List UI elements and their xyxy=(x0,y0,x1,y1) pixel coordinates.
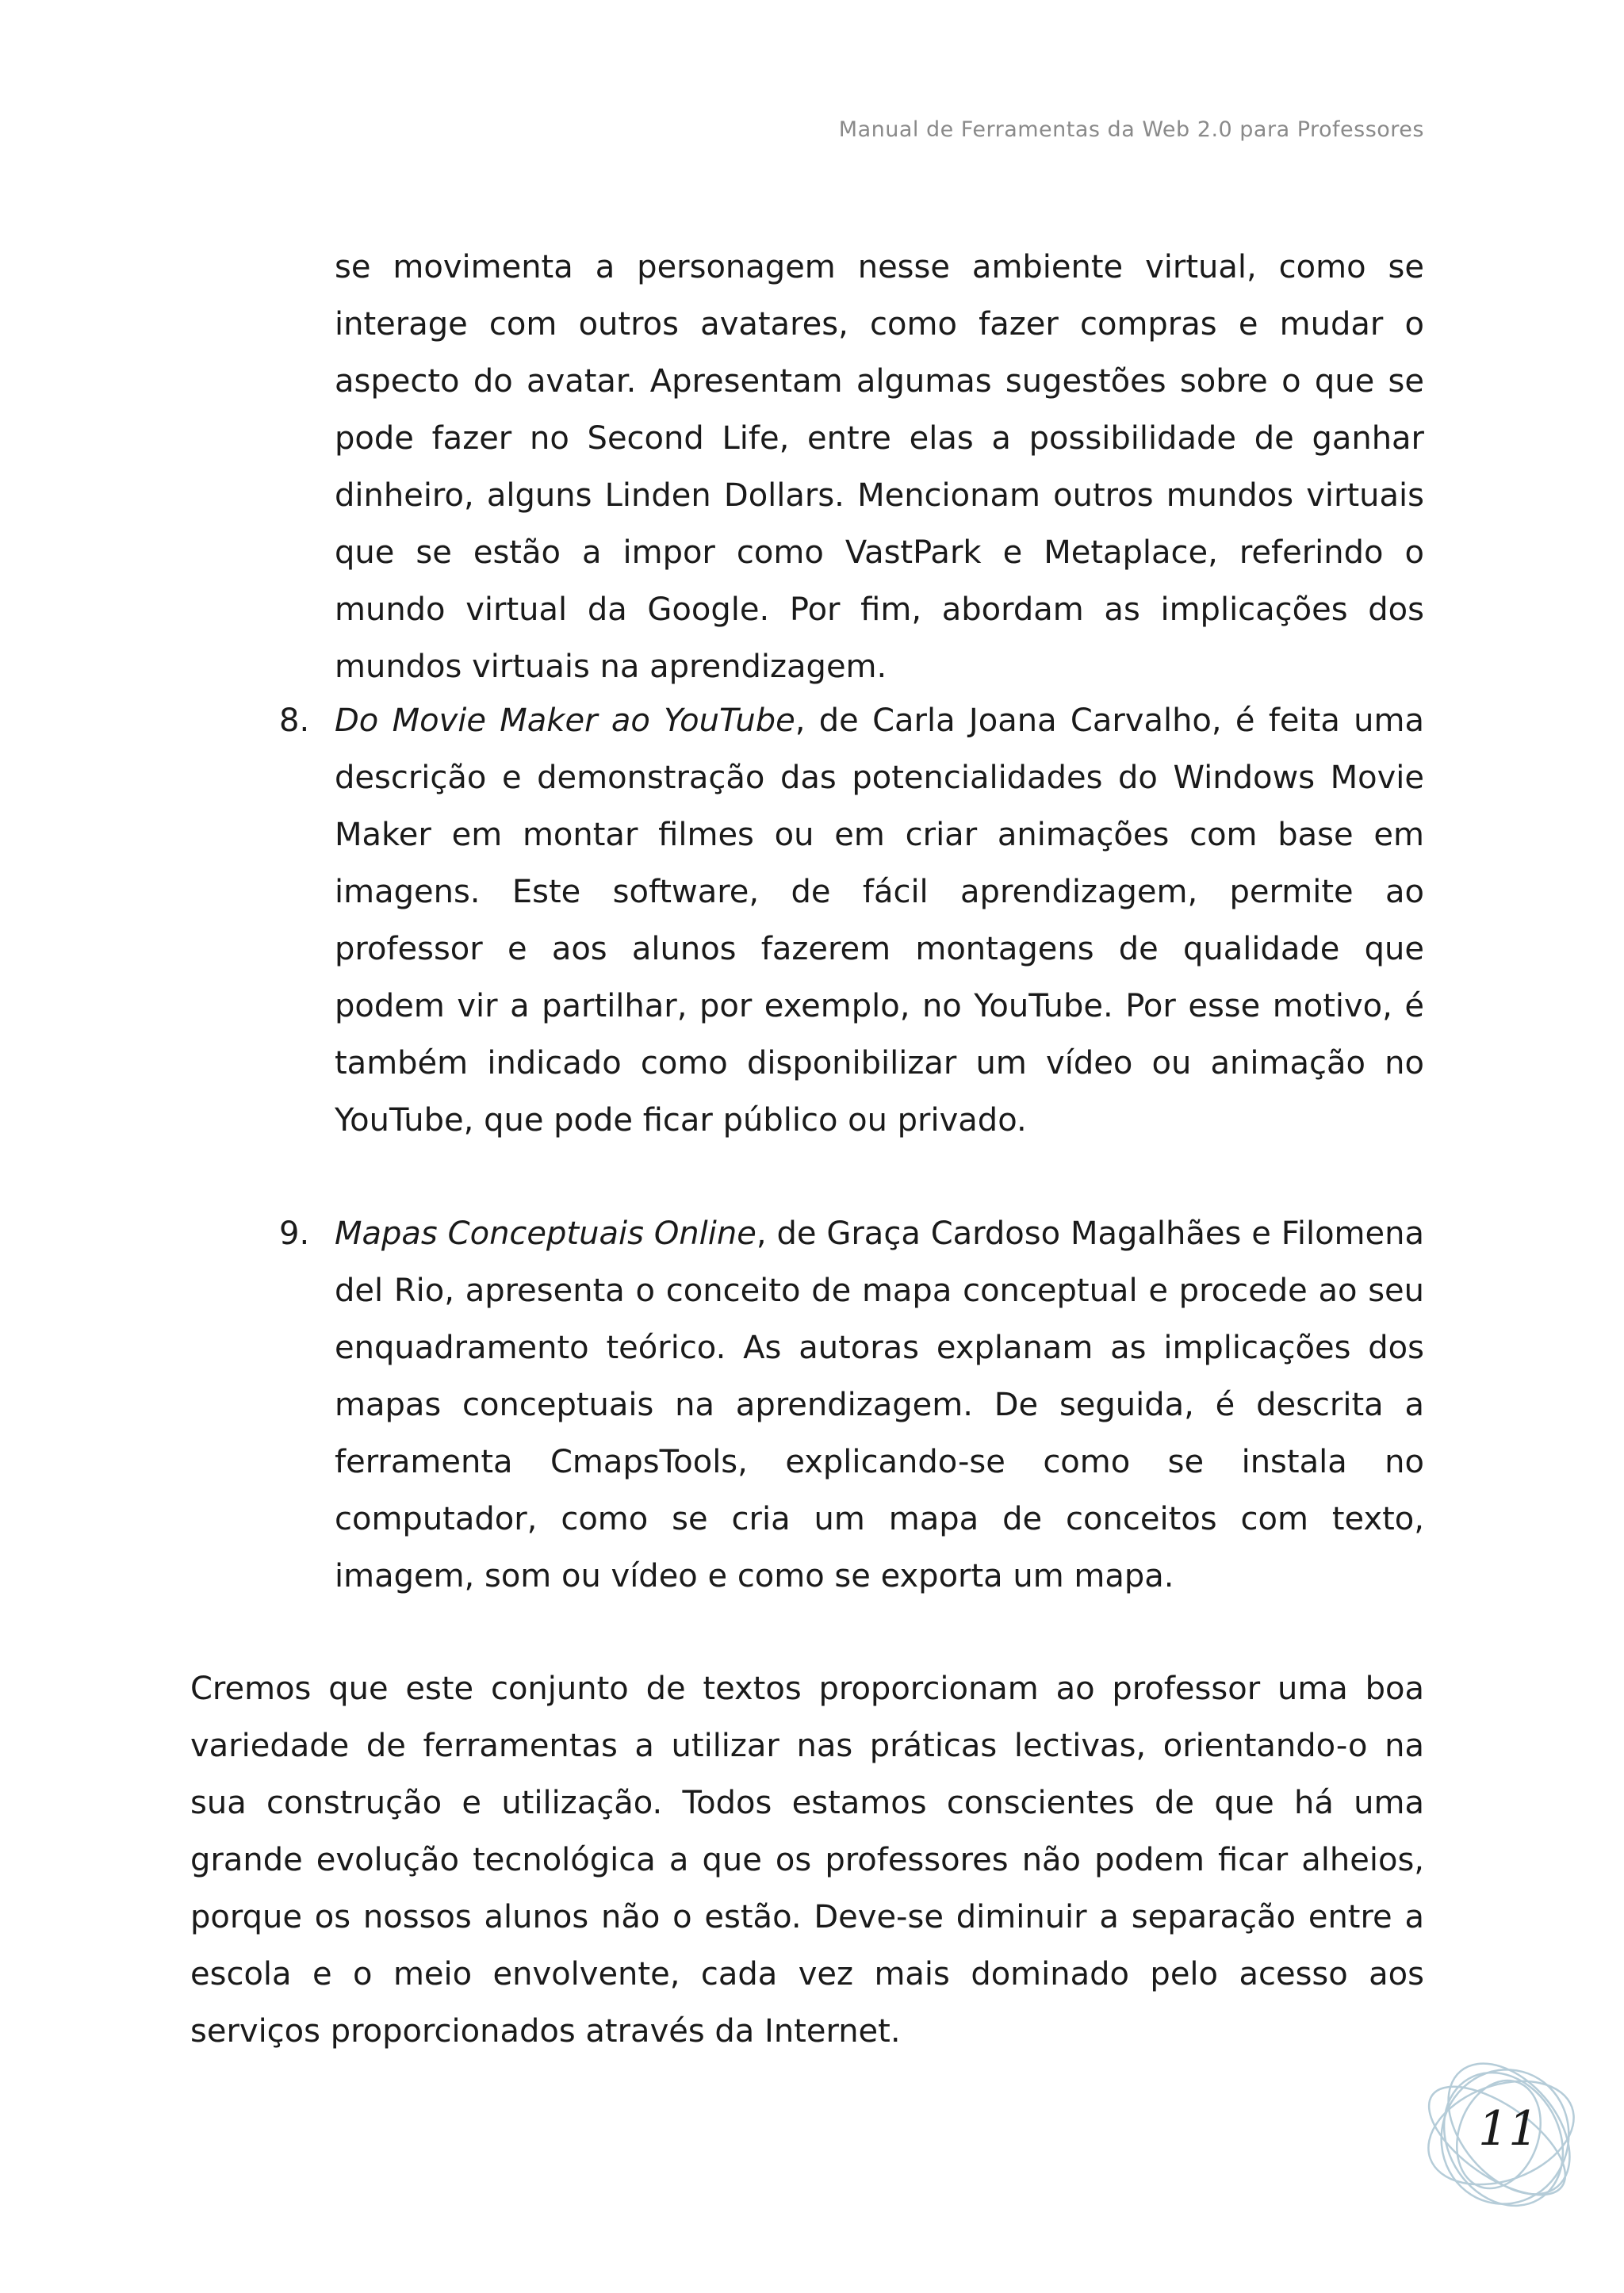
list-item-body: , de Graça Cardoso Magalhães e Filomena del Rio, apresenta o conceito de mapa conceptual e procede ao seu enquadramento teórico. As autoras explanam as implicações dos mapas conceptuais na aprendizagem. De seguida, é descrita a ferramenta CmapsTools, explicando-se como se instala no computador, como se cria um mapa de conceitos com texto, imagem, som ou vídeo e como se exporta um mapa. xyxy=(335,1215,1424,1594)
closing-paragraph: Cremos que este conjunto de textos proporcionam ao professor uma boa variedade de ferramentas a utilizar nas práticas lectivas, orientando-o na sua construção e utilização. Todos estamos conscientes de que há uma grande evolução tecnológica a que os professores não podem ficar alheios, porque os nossos alunos não o estão. Deve-se diminuir a separação entre a escola e o meio envolvente, cada vez mais dominado pelo acesso aos serviços proporcionados através da Internet. xyxy=(190,1671,1424,2050)
running-header: Manual de Ferramentas da Web 2.0 para Professores xyxy=(838,117,1424,142)
list-item-number: 9. xyxy=(279,1215,310,1252)
continuation-paragraph: se movimenta a personagem nesse ambiente virtual, como se interage com outros avatares, como fazer compras e mudar o aspecto do avatar. Apresentam algumas sugestões sobre o que se pode fazer no Second Life, entre elas a possibilidade de ganhar dinheiro, alguns Linden Dollars. Mencionam outros mundos virtuais que se estão a impor como VastPark e Metaplace, referindo o mundo virtual da Google. Por fim, abordam as implicações dos mundos virtuais na aprendizagem. xyxy=(335,249,1424,685)
list-item-title: Do Movie Maker ao YouTube xyxy=(335,702,795,739)
list-item-body: , de Carla Joana Carvalho, é feita uma descrição e demonstração das potencialidades do Windows Movie Maker em montar filmes ou em criar animações com base em imagens. Este software, de fácil aprendizagem, permite ao professor e aos alunos fazerem montagens de qualidade que podem vir a partilhar, por exemplo, no YouTube. Por esse motivo, é também indicado como disponibilizar um vídeo ou animação no YouTube, que pode ficar público ou privado. xyxy=(335,702,1424,1139)
page-number: 11 xyxy=(1478,2101,1539,2157)
list-item-title: Mapas Conceptuais Online xyxy=(335,1215,756,1252)
list-item-number: 8. xyxy=(279,702,310,739)
list-item-text xyxy=(335,692,1424,1149)
page-number-area xyxy=(1410,2054,1592,2228)
list-item-text xyxy=(335,1205,1424,1605)
